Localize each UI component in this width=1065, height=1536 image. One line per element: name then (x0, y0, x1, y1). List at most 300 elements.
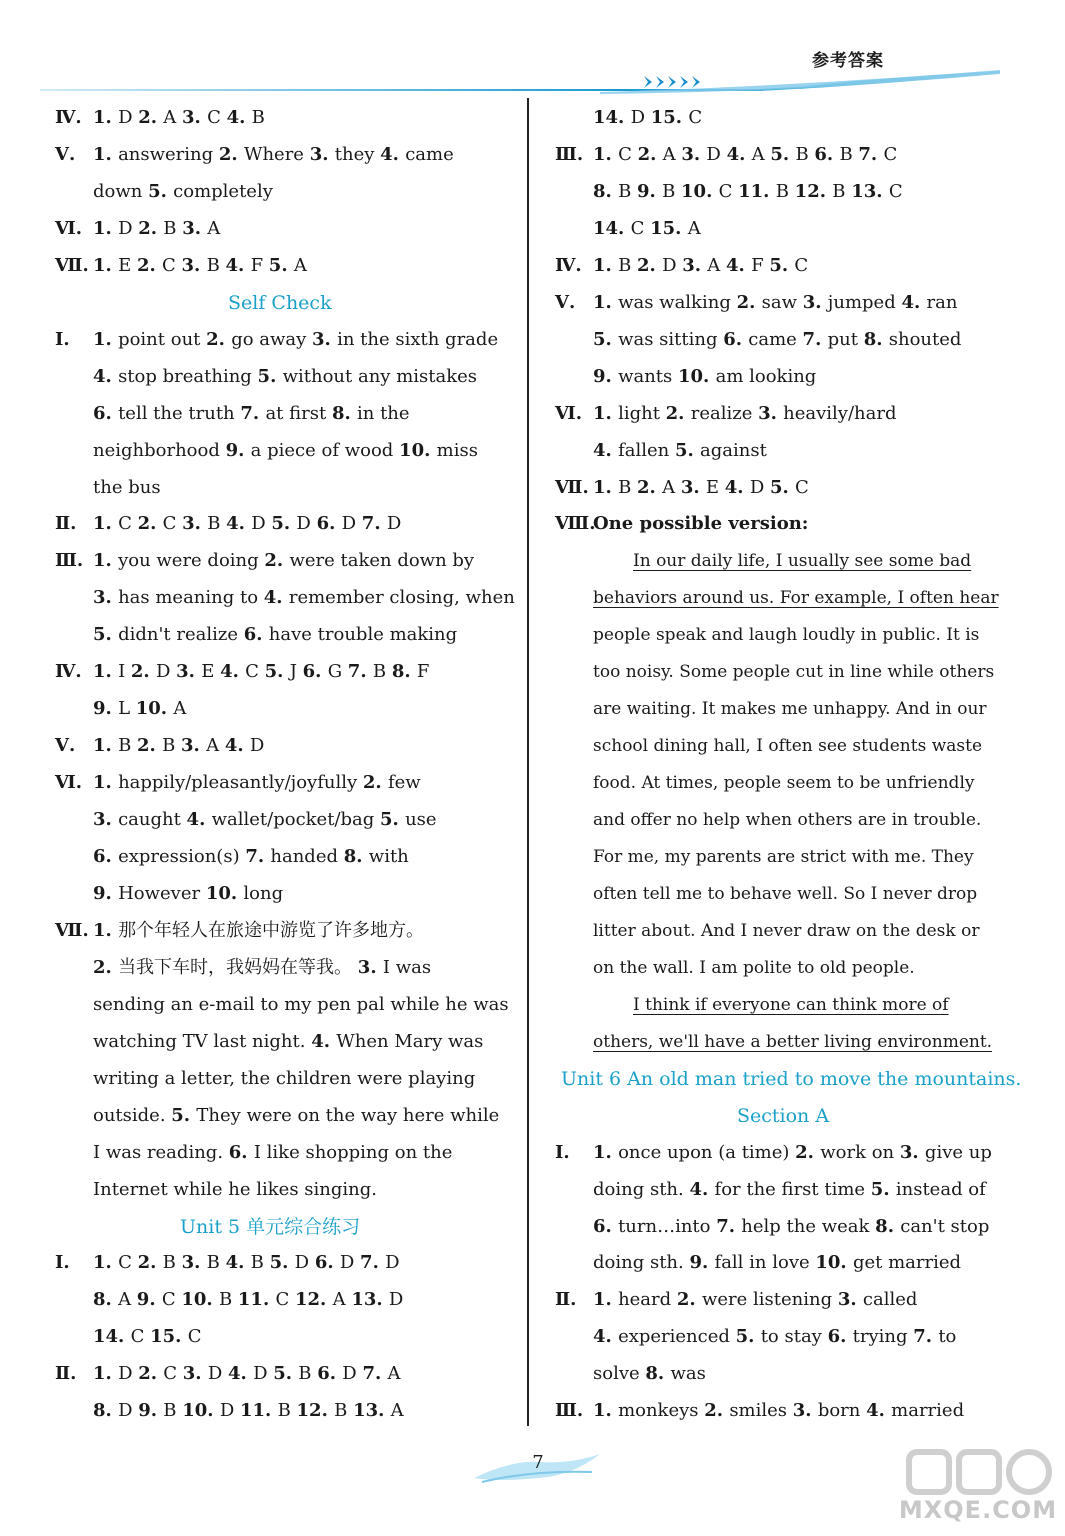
roman-numeral: Ⅵ. (555, 402, 582, 424)
item-number: 3. (93, 809, 119, 831)
item-number: 1. (93, 1363, 119, 1385)
answer-line (555, 290, 957, 316)
answer-text: doing sth. 9. fall in love 10. get married (593, 1252, 962, 1274)
answer-text: I was reading. 6. I like shopping on the (93, 1141, 453, 1163)
answer-line (55, 548, 474, 574)
answer-line (555, 327, 961, 353)
essay-line: on the wall. I am polite to old people. (593, 957, 915, 978)
item-number: 5. (380, 809, 406, 831)
item-number: 2. (138, 1363, 164, 1385)
item-number: 5. (273, 1363, 299, 1385)
answer-text: 1. I 2. D 3. E 4. C 5. J 6. G 7. B 8. F (93, 661, 430, 683)
answer-text: 9. wants 10. am looking (593, 365, 817, 387)
answer-text: 8. D 9. B 10. D 11. B 12. B 13. A (93, 1400, 404, 1422)
item-number: 12. (295, 1289, 333, 1311)
item-number: 7. (858, 143, 884, 165)
item-number: 11. (239, 1400, 278, 1422)
answer-text: 1. C 2. B 3. B 4. B 5. D 6. D 7. D (93, 1252, 400, 1274)
item-number: 4. (226, 107, 252, 128)
item-number: 5. (148, 180, 174, 202)
essay-line: behaviors around us. For example, I often hear (593, 588, 999, 609)
item-number: 10. (678, 365, 716, 387)
item-number: 3. (176, 661, 202, 683)
item-number: 10. (181, 1289, 219, 1311)
answer-line (55, 105, 265, 131)
item-number: 14. (593, 107, 631, 128)
roman-numeral: Ⅱ. (55, 513, 77, 535)
roman-numeral: Ⅰ. (55, 1252, 70, 1274)
item-number: 8. (875, 1215, 901, 1237)
roman-numeral: Ⅱ. (55, 1363, 77, 1385)
item-number: 7. (240, 402, 266, 424)
answer-line (55, 179, 273, 205)
answer-line (55, 844, 409, 870)
item-number: 6. (814, 143, 840, 165)
item-number: 4. (225, 254, 251, 276)
answer-text: 1. 那个年轻人在旅途中游览了许多地方。 (93, 919, 425, 941)
answer-text: 4. fallen 5. against (593, 439, 767, 461)
roman-numeral: Ⅶ. (555, 476, 589, 498)
item-number: 2. (676, 1289, 702, 1311)
item-number: 2. (637, 476, 663, 498)
answer-line (555, 1324, 956, 1350)
item-number: 3. (899, 1141, 925, 1163)
item-number: 5. (770, 143, 796, 165)
answer-text: 14. C 15. A (593, 217, 701, 239)
item-number: 4. (593, 439, 619, 461)
item-number: 5. (257, 365, 283, 387)
watermark-logo (893, 1444, 1063, 1536)
essay-line: I think if everyone can think more of (633, 994, 949, 1015)
answer-text: 1. answering 2. Where 3. they 4. came (93, 143, 454, 165)
answer-line (555, 364, 816, 390)
watermark-text: MXQE.COM (898, 1496, 1058, 1524)
answer-text: 6. tell the truth 7. at first 8. in the (93, 402, 410, 424)
answer-text: 1. D 2. C 3. D 4. D 5. B 6. D 7. A (93, 1363, 401, 1385)
item-number: 4. (689, 1178, 715, 1200)
item-number: 1. (593, 1141, 619, 1163)
item-number: 2. (138, 217, 164, 239)
item-number: 15. (150, 1326, 188, 1348)
item-number: 3. (681, 143, 707, 165)
roman-numeral: Ⅲ. (55, 550, 84, 572)
item-number: 12. (296, 1400, 335, 1422)
answer-text: 1. point out 2. go away 3. in the sixth grade (93, 328, 499, 350)
item-number: 2. (665, 402, 691, 424)
roman-numeral: Ⅵ. (55, 772, 82, 794)
roman-numeral: Ⅲ. (555, 1400, 584, 1422)
answer-text: 1. C 2. C 3. B 4. D 5. D 6. D 7. D (93, 513, 402, 535)
answer-line (555, 1177, 986, 1203)
answer-line (555, 475, 809, 501)
item-number: 4. (380, 143, 406, 165)
item-number: 5. (271, 513, 297, 535)
answer-line (55, 401, 410, 427)
answer-text: 1. C 2. A 3. D 4. A 5. B 6. B 7. C (593, 143, 898, 165)
essay-line: For me, my parents are strict with me. They (593, 847, 974, 867)
item-number: 6. (827, 1326, 853, 1348)
answer-line (55, 1029, 483, 1055)
item-number: 7. (802, 328, 828, 350)
item-number: 6. (93, 402, 119, 424)
item-number: 4. (228, 1363, 254, 1385)
item-number: 1. (93, 550, 119, 572)
answer-line (55, 1287, 403, 1313)
answer-text: 14. C 15. C (93, 1326, 202, 1348)
item-number: 12. (794, 180, 833, 202)
answer-line (55, 364, 477, 390)
answer-line (55, 475, 161, 501)
item-number: 15. (650, 217, 688, 239)
roman-numeral: Ⅳ. (55, 107, 82, 128)
item-number: 1. (593, 254, 619, 276)
item-number: 5. (171, 1104, 197, 1126)
item-number: 1. (93, 772, 119, 794)
essay-line: people speak and laugh loudly in public. It is (593, 625, 980, 646)
item-number: 11. (738, 180, 776, 202)
item-number: 14. (593, 217, 631, 239)
item-number: 6. (93, 846, 119, 867)
answer-line (55, 1103, 499, 1129)
answer-text: 1. you were doing 2. were taken down by (93, 550, 475, 572)
item-number: 9. (225, 439, 251, 461)
item-number: 2. (130, 661, 156, 683)
answer-text: 1. E 2. C 3. B 4. F 5. A (93, 254, 307, 276)
answer-text: 3. has meaning to 4. remember closing, when (93, 587, 515, 609)
answer-line (555, 511, 808, 537)
answer-text: solve 8. was (593, 1363, 706, 1385)
item-number: 1. (593, 1400, 619, 1422)
roman-numeral: Ⅳ. (555, 254, 582, 276)
answer-text: One possible version: (593, 513, 809, 535)
answer-text: the bus (93, 476, 161, 498)
answer-text: 4. experienced 5. to stay 6. trying 7. to (593, 1326, 957, 1348)
item-number: 3. (181, 254, 207, 276)
item-number: 1. (593, 476, 619, 498)
answer-line (55, 438, 478, 464)
item-number: 3. (181, 1252, 207, 1274)
item-number: 2. (218, 143, 244, 165)
item-number: 6. (316, 513, 342, 535)
roman-numeral: Ⅱ. (555, 1289, 577, 1311)
item-number: 9. (593, 365, 619, 387)
item-number: 4. (311, 1030, 337, 1052)
item-number: 4. (186, 809, 212, 831)
answer-line (555, 401, 896, 427)
item-number: 2. (637, 143, 663, 165)
item-number: 10. (182, 1400, 220, 1422)
item-number: 2. (137, 513, 163, 535)
answer-line (55, 511, 401, 537)
answer-text: neighborhood 9. a piece of wood 10. miss (93, 439, 478, 461)
answer-text: 2. 当我下车时，我妈妈在等我。 3. I was (93, 956, 432, 978)
item-number: 7. (360, 1252, 386, 1274)
item-number: 7. (716, 1215, 742, 1237)
item-number: 8. (93, 1400, 119, 1422)
item-number: 5. (769, 476, 796, 498)
answer-text: 1. light 2. realize 3. heavily/hard (593, 402, 897, 424)
answer-text: 9. L 10. A (93, 698, 187, 720)
roman-numeral: Ⅳ. (55, 661, 82, 683)
answer-line (55, 253, 307, 279)
item-number: 10. (815, 1252, 853, 1274)
answer-text: 5. didn't realize 6. have trouble making (93, 624, 458, 646)
answer-line (55, 733, 264, 759)
answer-text: 1. B 2. B 3. A 4. D (93, 735, 265, 757)
item-number: 7. (361, 513, 387, 535)
answer-line (55, 585, 515, 611)
item-number: 4. (866, 1400, 892, 1422)
item-number: 8. (343, 846, 369, 867)
item-number: 9. (93, 698, 119, 720)
answer-line (55, 216, 220, 242)
item-number: 1. (593, 143, 619, 165)
item-number: 8. (391, 661, 417, 683)
answer-text: 4. stop breathing 5. without any mistakes (93, 365, 478, 387)
item-number: 6. (723, 328, 749, 350)
item-number: 3. (182, 513, 208, 535)
section-heading: Self Check (228, 291, 332, 314)
watermark-glyphs (893, 1444, 1063, 1500)
roman-numeral: Ⅴ. (55, 143, 76, 165)
essay-line: and offer no help when others are in trouble. (593, 810, 982, 831)
roman-numeral: Ⅶ. (55, 254, 89, 276)
answer-line (555, 142, 897, 168)
column-divider (527, 98, 529, 1426)
item-number: 6. (243, 624, 269, 646)
item-number: 4. (901, 291, 927, 313)
answer-text: 8. B 9. B 10. C 11. B 12. B 13. C (593, 180, 903, 202)
item-number: 3. (182, 1363, 208, 1385)
answer-text: writing a letter, the children were playing (93, 1067, 476, 1089)
answer-line (55, 1177, 377, 1203)
item-number: 1. (93, 735, 119, 757)
answer-line (55, 1140, 452, 1166)
item-number: 10. (681, 180, 719, 202)
answer-line (55, 881, 283, 907)
item-number: 6. (317, 1363, 343, 1385)
item-number: 10. (135, 698, 174, 720)
item-number: 2. (795, 1141, 821, 1163)
item-number: 11. (237, 1289, 276, 1311)
answer-line (555, 105, 702, 131)
answer-line (555, 1250, 961, 1276)
roman-numeral: Ⅰ. (555, 1141, 570, 1163)
item-number: 4. (224, 735, 250, 757)
item-number: 9. (138, 1400, 164, 1422)
item-number: 6. (302, 661, 328, 683)
answer-line (555, 179, 903, 205)
item-number: 3. (312, 328, 338, 350)
item-number: 1. (593, 291, 619, 313)
item-number: 8. (593, 180, 619, 202)
item-number: 14. (93, 1326, 131, 1348)
item-number: 9. (689, 1252, 715, 1274)
section-heading: Section A (737, 1104, 830, 1127)
item-number: 8. (645, 1363, 671, 1385)
answer-line (555, 216, 701, 242)
item-number: 6. (314, 1252, 340, 1274)
item-number: 1. (93, 143, 119, 165)
section-heading: Unit 6 An old man tried to move the mountains. (561, 1067, 1022, 1090)
answer-line (55, 696, 186, 722)
roman-numeral: Ⅲ. (555, 143, 584, 165)
answer-text: Internet while he likes singing. (93, 1178, 377, 1200)
answer-text: 9. However 10. long (93, 882, 284, 904)
answer-text: 1. B 2. A 3. E 4. D 5. C (593, 476, 809, 498)
item-number: 2. (704, 1400, 730, 1422)
answer-text: 5. was sitting 6. came 7. put 8. shouted (593, 328, 962, 350)
answer-line (55, 807, 437, 833)
essay-line: too noisy. Some people cut in line while others (593, 662, 995, 683)
item-number: 6. (228, 1141, 254, 1163)
answer-text: 1. D 2. A 3. C 4. B (93, 107, 265, 128)
item-number: 1. (593, 1289, 619, 1311)
answer-text: 1. D 2. B 3. A (93, 217, 221, 239)
answer-text: doing sth. 4. for the first time 5. instead of (593, 1178, 986, 1200)
item-number: 3. (792, 1400, 818, 1422)
answer-text: 8. A 9. C 10. B 11. C 12. A 13. D (93, 1289, 404, 1311)
item-number: 2. (136, 254, 162, 276)
answer-text: 1. monkeys 2. smiles 3. born 4. married (593, 1400, 965, 1422)
item-number: 4. (726, 254, 752, 276)
item-number: 5. (593, 328, 619, 350)
item-number: 2. (362, 772, 388, 794)
roman-numeral: Ⅴ. (55, 735, 76, 757)
answer-line (55, 1361, 401, 1387)
answer-text: 3. caught 4. wallet/pocket/bag 5. use (93, 809, 437, 831)
item-number: 8. (863, 328, 889, 350)
answer-line (55, 659, 429, 685)
item-number: 9. (136, 1289, 162, 1311)
roman-numeral: Ⅵ. (55, 217, 82, 239)
item-number: 4. (263, 587, 289, 609)
item-number: 7. (913, 1326, 939, 1348)
answer-line (55, 1398, 404, 1424)
item-number: 5. (674, 439, 700, 461)
item-number: 1. (93, 513, 119, 535)
item-number: 7. (362, 1363, 388, 1385)
item-number: 3. (802, 291, 828, 313)
answer-text: 14. D 15. C (593, 107, 703, 128)
item-number: 6. (593, 1215, 619, 1237)
item-number: 3. (93, 587, 119, 609)
item-number: 4. (226, 513, 252, 535)
answer-line (55, 1066, 475, 1092)
item-number: 2. (137, 735, 163, 757)
answer-line (55, 1324, 201, 1350)
answer-line (55, 142, 454, 168)
item-number: 4. (93, 365, 119, 387)
roman-numeral: Ⅴ. (555, 291, 576, 313)
item-number: 3. (837, 1289, 863, 1311)
roman-numeral: Ⅰ. (55, 328, 70, 350)
item-number: 5. (268, 254, 294, 276)
essay-line: school dining hall, I often see students waste (593, 736, 983, 757)
answer-line (555, 1361, 706, 1387)
answer-text: sending an e-mail to my pen pal while he was (93, 993, 509, 1015)
answer-text: 1. was walking 2. saw 3. jumped 4. ran (593, 291, 958, 313)
answer-line (55, 992, 509, 1018)
item-number: 5. (870, 1178, 896, 1200)
item-number: 1. (93, 919, 119, 941)
answer-text: 6. expression(s) 7. handed 8. with (93, 846, 409, 867)
item-number: 4. (225, 1252, 251, 1274)
essay-line: food. At times, people seem to be unfriendly (593, 773, 975, 794)
item-number: 4. (724, 476, 750, 498)
roman-numeral: Ⅷ. (555, 513, 596, 535)
page-number: 7 (532, 1452, 544, 1473)
answer-text: 1. B 2. D 3. A 4. F 5. C (593, 254, 809, 276)
page-header-title: 参考答案 (812, 51, 884, 71)
item-number: 8. (331, 402, 357, 424)
item-number: 3. (357, 956, 383, 978)
item-number: 1. (593, 402, 619, 424)
item-number: 13. (353, 1400, 391, 1422)
roman-numeral: Ⅶ. (55, 919, 89, 941)
answer-line (55, 1250, 400, 1276)
answer-line (55, 622, 457, 648)
item-number: 2. (93, 956, 119, 978)
answer-line (55, 955, 431, 981)
item-number: 4. (726, 143, 752, 165)
item-number: 3. (182, 217, 208, 239)
answer-line (555, 1214, 989, 1240)
answer-text: 1. happily/pleasantly/joyfully 2. few (93, 772, 421, 794)
item-number: 5. (264, 661, 290, 683)
item-number: 2. (206, 328, 232, 350)
answer-text: down 5. completely (93, 180, 273, 202)
item-number: 5. (269, 1252, 295, 1274)
item-number: 3. (309, 143, 335, 165)
answer-line (555, 438, 767, 464)
item-number: 13. (351, 1289, 389, 1311)
essay-line: litter about. And I never draw on the desk or (593, 920, 980, 941)
item-number: 8. (93, 1289, 119, 1311)
item-number: 3. (680, 476, 706, 498)
item-number: 5. (93, 624, 119, 646)
item-number: 10. (205, 882, 244, 904)
item-number: 7. (245, 846, 271, 867)
answer-text: 1. heard 2. were listening 3. called (593, 1289, 918, 1311)
item-number: 15. (650, 107, 689, 128)
item-number: 5. (769, 254, 795, 276)
answer-line (555, 253, 808, 279)
item-number: 2. (138, 107, 164, 128)
item-number: 1. (93, 254, 119, 276)
item-number: 10. (399, 439, 437, 461)
item-number: 13. (851, 180, 889, 202)
item-number: 3. (181, 735, 207, 757)
section-heading: Unit 5 单元综合练习 (180, 1215, 361, 1238)
page-number-badge (472, 1448, 602, 1488)
answer-text: outside. 5. They were on the way here while (93, 1104, 500, 1126)
item-number: 2. (264, 550, 290, 572)
item-number: 2. (137, 1252, 163, 1274)
item-number: 9. (637, 180, 663, 202)
essay-line: often tell me to behave well. So I never drop (593, 883, 978, 904)
item-number: 2. (637, 254, 663, 276)
answer-line (555, 1140, 992, 1166)
essay-line: others, we'll have a better living environment. (593, 1031, 993, 1052)
item-number: 1. (93, 328, 119, 350)
item-number: 3. (682, 254, 708, 276)
header-decorative-rule (40, 62, 1005, 96)
answer-line (55, 770, 421, 796)
item-number: 1. (93, 217, 119, 239)
answer-text: 1. once upon (a time) 2. work on 3. give up (593, 1141, 992, 1163)
item-number: 1. (93, 661, 119, 683)
